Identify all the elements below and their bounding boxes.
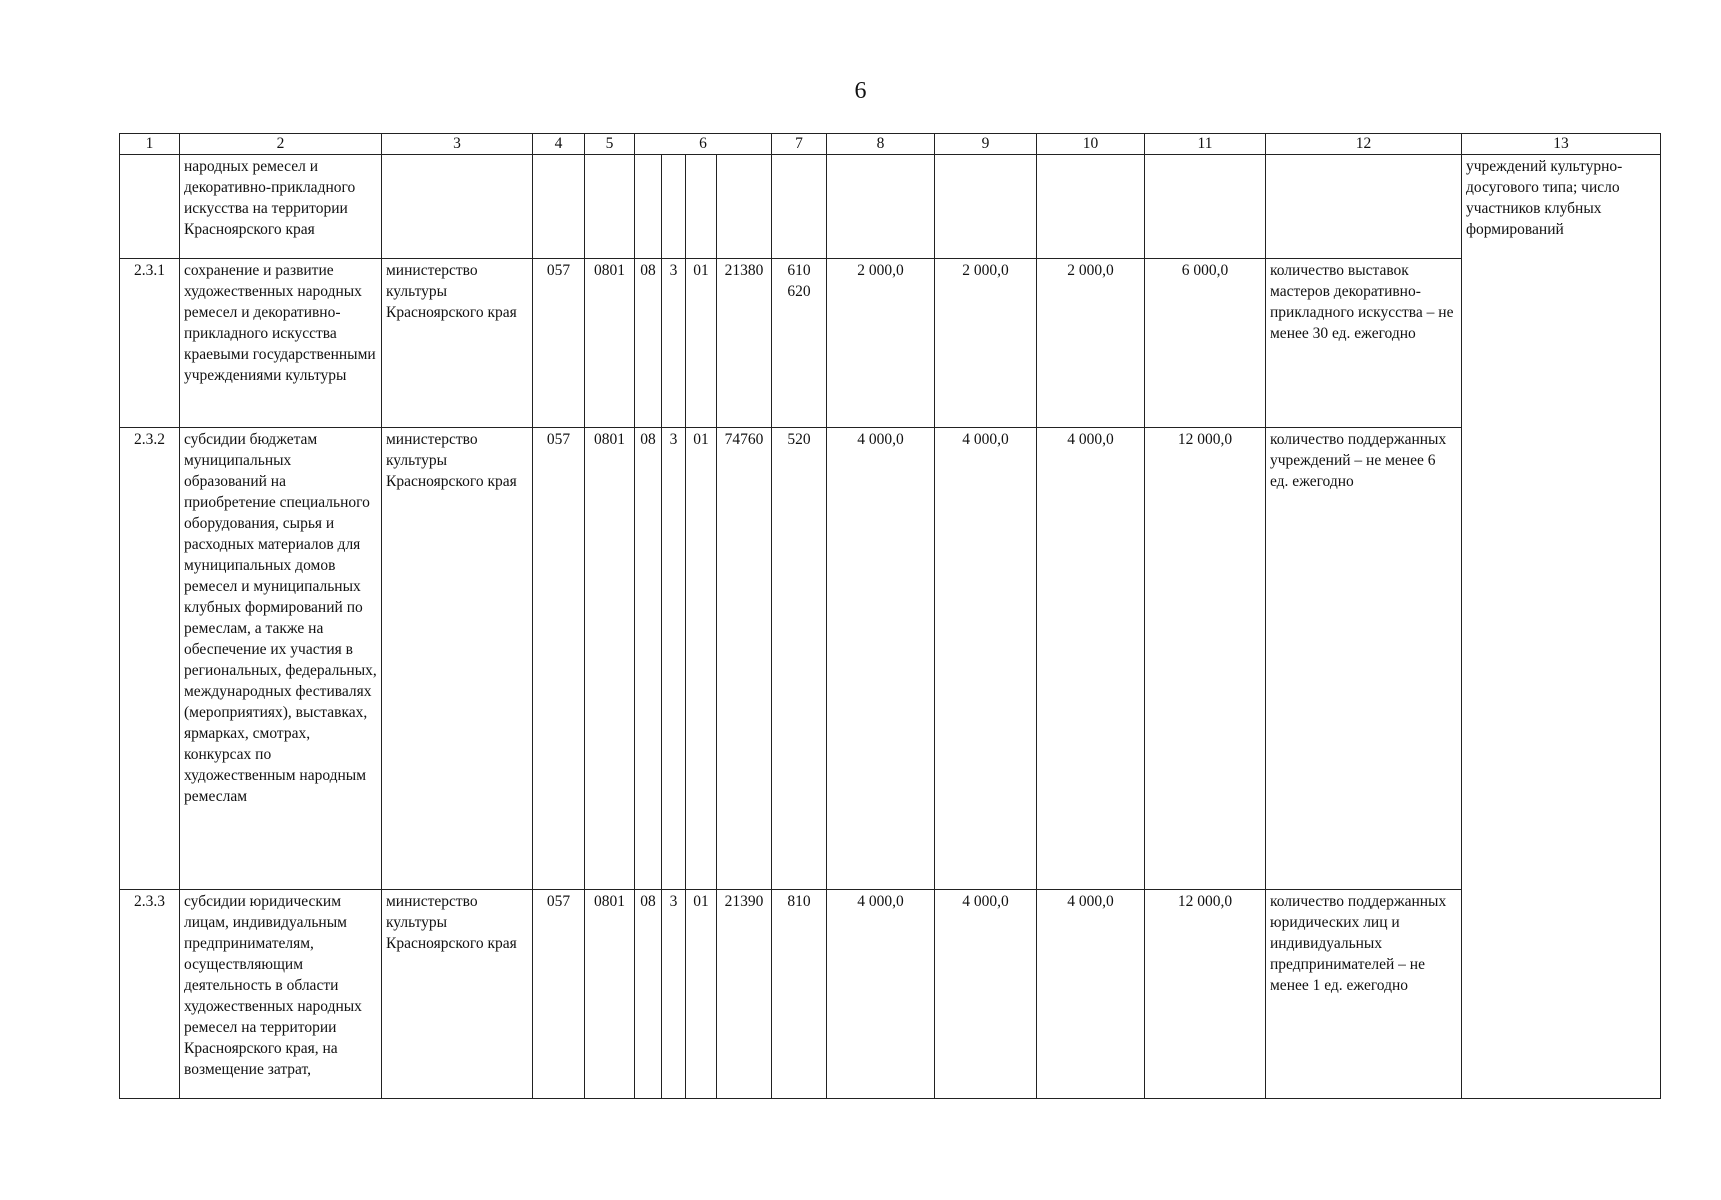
row-number: 2.3.2: [120, 428, 180, 890]
code-csr-subprogram: 3: [662, 890, 686, 1099]
expected-result: количество поддержанных учреждений – не менее 6 ед. ежегодно: [1266, 428, 1462, 890]
code-csr-program: 08: [635, 259, 662, 428]
code-rzpr: 0801: [585, 890, 635, 1099]
empty-cell: [1145, 155, 1266, 259]
executor: министерство культуры Красноярского края: [382, 890, 533, 1099]
table-row: [120, 890, 1661, 1099]
indicator-cell: учреждений культурно-досугового типа; число участников клубных формирований: [1462, 155, 1661, 1099]
header-row: [120, 134, 1661, 155]
header-cell: 11: [1145, 134, 1266, 155]
amount-year3: 4 000,0: [1037, 890, 1145, 1099]
table-row: [120, 259, 1661, 428]
item-name: субсидии бюджетам муниципальных образований на приобретение специального оборудования, сырья и расходных материалов для муниципальных домов ремесел и муниципальных клубных формирований по ремеслам, а также на обеспечение их участия в региональных, федеральных, международных фестивалях (мероприятиях), выставках, ярмарках, смотрах, конкурсах по художественным народным ремеслам: [180, 428, 382, 890]
code-csr-direction: 21390: [717, 890, 772, 1099]
amount-year1: 4 000,0: [827, 890, 935, 1099]
amount-year3: 2 000,0: [1037, 259, 1145, 428]
code-rzpr: 0801: [585, 428, 635, 890]
code-grbs: 057: [533, 259, 585, 428]
amount-total: 6 000,0: [1145, 259, 1266, 428]
empty-cell: [827, 155, 935, 259]
expected-result: количество поддержанных юридических лиц и индивидуальных предпринимателей – не менее 1 ед. ежегодно: [1266, 890, 1462, 1099]
item-name: субсидии юридическим лицам, индивидуальным предпринимателям, осуществляющим деятельность в области художественных народных ремесел на территории Красноярского края, на возмещение затрат,: [180, 890, 382, 1099]
empty-cell: [635, 155, 662, 259]
header-cell: 10: [1037, 134, 1145, 155]
code-csr-direction: 21380: [717, 259, 772, 428]
header-cell: 7: [772, 134, 827, 155]
empty-cell: [533, 155, 585, 259]
table-row: [120, 428, 1661, 890]
code-csr-subprogram: 3: [662, 428, 686, 890]
empty-cell: [717, 155, 772, 259]
header-cell: 3: [382, 134, 533, 155]
code-vr: 810: [772, 890, 827, 1099]
empty-cell: [772, 155, 827, 259]
header-cell: 12: [1266, 134, 1462, 155]
code-csr-measure: 01: [686, 890, 717, 1099]
program-table: [119, 133, 1661, 1099]
executor: министерство культуры Красноярского края: [382, 428, 533, 890]
code-csr-measure: 01: [686, 259, 717, 428]
header-cell: 8: [827, 134, 935, 155]
code-csr-direction: 74760: [717, 428, 772, 890]
empty-cell: [120, 155, 180, 259]
code-csr-program: 08: [635, 890, 662, 1099]
code-vr: 520: [772, 428, 827, 890]
header-cell: 4: [533, 134, 585, 155]
empty-cell: [686, 155, 717, 259]
expected-result: количество выставок мастеров декоративно-прикладного искусства – не менее 30 ед. ежегодно: [1266, 259, 1462, 428]
code-rzpr: 0801: [585, 259, 635, 428]
empty-cell: [1266, 155, 1462, 259]
code-csr-program: 08: [635, 428, 662, 890]
header-cell: 1: [120, 134, 180, 155]
code-grbs: 057: [533, 428, 585, 890]
header-cell: 13: [1462, 134, 1661, 155]
amount-total: 12 000,0: [1145, 890, 1266, 1099]
header-cell: 2: [180, 134, 382, 155]
amount-year2: 4 000,0: [935, 890, 1037, 1099]
executor: министерство культуры Красноярского края: [382, 259, 533, 428]
page-number: 6: [854, 78, 867, 104]
code-csr-subprogram: 3: [662, 259, 686, 428]
row-number: 2.3.3: [120, 890, 180, 1099]
empty-cell: [585, 155, 635, 259]
code-grbs: 057: [533, 890, 585, 1099]
amount-year1: 4 000,0: [827, 428, 935, 890]
empty-cell: [1037, 155, 1145, 259]
row-number: 2.3.1: [120, 259, 180, 428]
empty-cell: [935, 155, 1037, 259]
code-vr: 610 620: [772, 259, 827, 428]
amount-year1: 2 000,0: [827, 259, 935, 428]
item-name: сохранение и развитие художественных народных ремесел и декоративно-прикладного искусства краевыми государственными учреждениями культуры: [180, 259, 382, 428]
amount-total: 12 000,0: [1145, 428, 1266, 890]
header-cell: 6: [635, 134, 772, 155]
code-csr-measure: 01: [686, 428, 717, 890]
item-name: народных ремесел и декоративно-прикладного искусства на территории Красноярского края: [180, 155, 382, 259]
table-row: [120, 155, 1661, 259]
amount-year3: 4 000,0: [1037, 428, 1145, 890]
empty-cell: [382, 155, 533, 259]
header-cell: 5: [585, 134, 635, 155]
header-cell: 9: [935, 134, 1037, 155]
amount-year2: 4 000,0: [935, 428, 1037, 890]
empty-cell: [662, 155, 686, 259]
amount-year2: 2 000,0: [935, 259, 1037, 428]
